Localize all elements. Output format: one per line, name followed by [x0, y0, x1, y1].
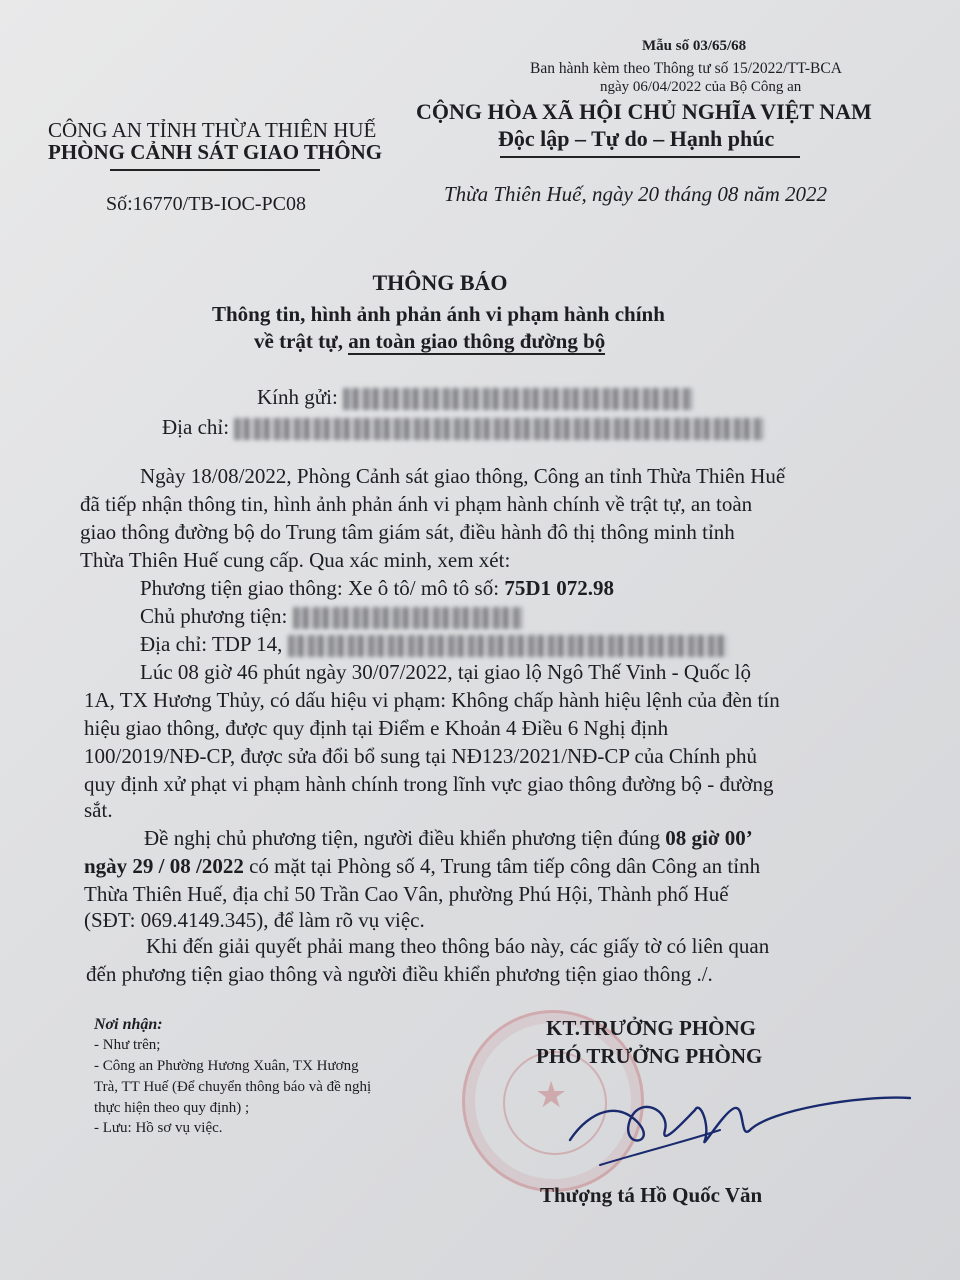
body-p2-l3: hiệu giao thông, được quy định tại Điểm e Khoản 4 Điều 6 Nghị định	[84, 716, 669, 740]
body-p1-l3: giao thông đường bộ do Trung tâm giám sát, điều hành đô thị thông minh tỉnh	[80, 520, 735, 544]
owner-line	[140, 604, 523, 629]
p3-l2b: có mặt tại Phòng số 4, Trung tâm tiếp công dân Công an tỉnh	[243, 854, 761, 878]
form-number: Mẫu số 03/65/68	[642, 38, 747, 54]
body-p3-l1	[144, 826, 753, 851]
body-p2-l5: quy định xử phạt vi phạm hành chính trong lĩnh vực giao thông đường bộ - đường	[84, 772, 774, 796]
body-p1-l1: Ngày 18/08/2022, Phòng Cảnh sát giao thông, Công an tỉnh Thừa Thiên Huế	[140, 464, 786, 488]
appointment-date: ngày 29 / 08 /2022	[84, 854, 244, 878]
body-p2-l1: Lúc 08 giờ 46 phút ngày 30/07/2022, tại giao lộ Ngô Thế Vinh - Quốc lộ	[140, 660, 751, 684]
issued-with: Ban hành kèm theo Thông tư số 15/2022/TT-BCA	[530, 60, 842, 77]
doc-subtitle-2	[254, 329, 605, 354]
recipients-title: Nơi nhận:	[94, 1016, 163, 1033]
doc-subtitle-1: Thông tin, hình ảnh phản ánh vi phạm hành chính	[212, 302, 665, 326]
handwritten-signature	[560, 1070, 940, 1180]
subtitle-2a: về trật tự,	[254, 329, 349, 353]
body-p4-l1: Khi đến giải quyết phải mang theo thông báo này, các giấy tờ có liên quan	[146, 934, 770, 958]
motto: Độc lập – Tự do – Hạnh phúc	[498, 126, 775, 151]
vehicle-label: Phương tiện giao thông: Xe ô tô/ mô tô số:	[140, 576, 505, 600]
recipient-item-2a: - Công an Phường Hương Xuân, TX Hương	[94, 1058, 359, 1074]
place-date: Thừa Thiên Huế, ngày 20 tháng 08 năm 2022	[444, 182, 828, 206]
redacted-address	[234, 418, 764, 440]
recipient-item-2c: thực hiện theo quy định) ;	[94, 1100, 250, 1116]
national-title: CỘNG HÒA XÃ HỘI CHỦ NGHĨA VIỆT NAM	[416, 99, 872, 124]
body-p3-l2	[84, 854, 760, 879]
recipient-item-1: - Như trên;	[94, 1037, 161, 1053]
body-p3-l3: Thừa Thiên Huế, địa chỉ 50 Trần Cao Vân, phường Phú Hội, Thành phố Huế	[84, 882, 729, 906]
recipient-label: Kính gửi:	[257, 385, 338, 409]
recipient-line	[257, 385, 693, 410]
body-p1-l2: đã tiếp nhận thông tin, hình ảnh phản ánh vi phạm hành chính về trật tự, an toàn	[80, 492, 753, 516]
body-p1-l4: Thừa Thiên Huế cung cấp. Qua xác minh, xem xét:	[80, 548, 511, 572]
owner-address-label: Địa chỉ: TDP 14,	[140, 632, 283, 656]
appointment-time: 08 giờ 00’	[665, 826, 753, 850]
recipient-address-line	[162, 415, 764, 440]
body-p2-l2: 1A, TX Hương Thủy, có dấu hiệu vi phạm: Không chấp hành hiệu lệnh của đèn tín	[84, 688, 780, 712]
body-p2-l6: sắt.	[84, 798, 113, 822]
redacted-recipient	[343, 388, 693, 410]
agency-underline	[110, 169, 320, 171]
vehicle-line	[140, 576, 614, 601]
doc-number: Số:16770/TB-IOC-PC08	[106, 193, 307, 215]
sign-role-1: KT.TRƯỞNG PHÒNG	[546, 1016, 756, 1040]
address-label: Địa chỉ:	[162, 415, 230, 439]
motto-underline	[500, 156, 800, 158]
body-p3-l4: (SĐT: 069.4149.345), để làm rõ vụ việc.	[84, 908, 425, 932]
body-p2-l4: 100/2019/NĐ-CP, được sửa đổi bổ sung tại NĐ123/2021/NĐ-CP của Chính phủ	[84, 744, 757, 768]
agency-name: PHÒNG CẢNH SÁT GIAO THÔNG	[48, 140, 383, 164]
agency-parent: CÔNG AN TỈNH THỪA THIÊN HUẾ	[48, 118, 377, 142]
redacted-owner	[293, 607, 523, 629]
signer-name: Thượng tá Hồ Quốc Văn	[540, 1183, 763, 1207]
owner-address-line	[140, 632, 728, 657]
recipient-item-2b: Trà, TT Huế (Để chuyển thông báo và đề nghị	[94, 1079, 372, 1095]
seal-star-icon: ★	[535, 1075, 568, 1116]
subtitle-2b: an toàn giao thông đường bộ	[348, 329, 606, 353]
vehicle-plate: 75D1 072.98	[504, 576, 614, 600]
doc-title: THÔNG BÁO	[372, 270, 508, 295]
redacted-owner-address	[288, 635, 728, 657]
issued-date: ngày 06/04/2022 của Bộ Công an	[600, 79, 802, 95]
recipient-item-3: - Lưu: Hồ sơ vụ việc.	[94, 1120, 223, 1136]
sign-role-2: PHÓ TRƯỞNG PHÒNG	[536, 1044, 763, 1068]
owner-label: Chủ phương tiện:	[140, 604, 288, 628]
body-p4-l2: đến phương tiện giao thông và người điều khiển phương tiện giao thông ./.	[86, 962, 713, 986]
p3-l1a: Đề nghị chủ phương tiện, người điều khiển phương tiện đúng	[144, 826, 666, 850]
